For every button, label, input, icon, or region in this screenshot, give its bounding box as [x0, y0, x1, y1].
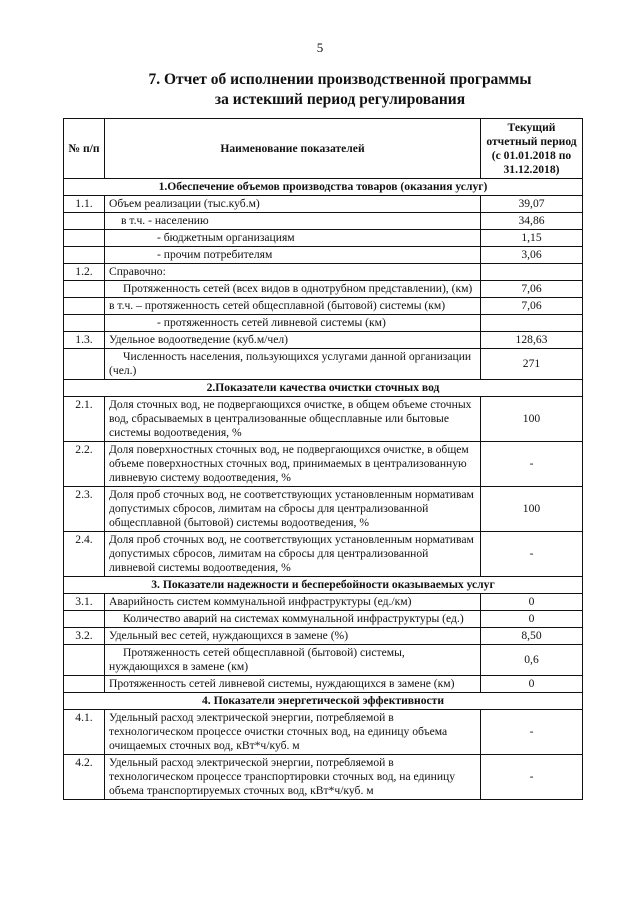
table-row [64, 645, 583, 676]
table-row [64, 230, 583, 247]
table-row [64, 532, 583, 577]
row-value: 39,07 [481, 196, 583, 213]
row-value: 7,06 [481, 298, 583, 315]
row-value: 128,63 [481, 332, 583, 349]
row-value: 1,15 [481, 230, 583, 247]
row-value [481, 315, 583, 332]
header-num: № п/п [64, 119, 105, 179]
row-value: - [481, 710, 583, 755]
row-number: 4.2. [64, 755, 105, 800]
row-indicator-name: Удельный расход электрической энергии, потребляемой в технологическом процессе очистки сточных вод, на единицу объема очищаемых сточных вод, кВт*ч/куб. м [105, 710, 481, 755]
section-header-row [64, 179, 583, 196]
row-number: 2.3. [64, 487, 105, 532]
table-row [64, 710, 583, 755]
section-header-row [64, 693, 583, 710]
table-row [64, 755, 583, 800]
row-value: 7,06 [481, 281, 583, 298]
row-indicator-name: - протяженность сетей ливневой системы (км) [105, 315, 481, 332]
table-row [64, 594, 583, 611]
row-value: 100 [481, 487, 583, 532]
row-number [64, 230, 105, 247]
table-row [64, 247, 583, 264]
row-value [481, 264, 583, 281]
row-value: - [481, 442, 583, 487]
row-number: 2.4. [64, 532, 105, 577]
table-row [64, 213, 583, 230]
table-row [64, 315, 583, 332]
row-number [64, 611, 105, 628]
section-title: 3. Показатели надежности и бесперебойности оказываемых услуг [64, 577, 583, 594]
row-number [64, 645, 105, 676]
row-value: - [481, 755, 583, 800]
table-body [64, 179, 583, 800]
row-indicator-name: в т.ч. – протяженность сетей общесплавной (бытовой) системы (км) [105, 298, 481, 315]
document-title [60, 70, 620, 110]
table-row [64, 281, 583, 298]
row-number: 3.2. [64, 628, 105, 645]
indicators-table [63, 118, 583, 800]
row-number [64, 349, 105, 380]
row-number [64, 281, 105, 298]
table-row [64, 442, 583, 487]
row-indicator-name: Справочно: [105, 264, 481, 281]
row-value: 3,06 [481, 247, 583, 264]
row-indicator-name: Доля сточных вод, не подвергающихся очистке, в общем объеме сточных вод, сбрасываемых в централизованные общесплавные или бытовые системы водоотведения, % [105, 397, 481, 442]
row-number [64, 676, 105, 693]
row-number: 2.1. [64, 397, 105, 442]
row-indicator-name: Количество аварий на системах коммунальной инфраструктуры (ед.) [105, 611, 481, 628]
table-row [64, 332, 583, 349]
table-row [64, 628, 583, 645]
row-number: 4.1. [64, 710, 105, 755]
row-indicator-name: Аварийность систем коммунальной инфраструктуры (ед./км) [105, 594, 481, 611]
row-number [64, 247, 105, 264]
row-value: 271 [481, 349, 583, 380]
row-number: 1.2. [64, 264, 105, 281]
row-indicator-name: Протяженность сетей общесплавной (бытовой) системы, нуждающихся в замене (км) [105, 645, 481, 676]
row-number [64, 298, 105, 315]
table-row [64, 487, 583, 532]
table-row [64, 298, 583, 315]
row-value: 0 [481, 611, 583, 628]
row-indicator-name: Доля проб сточных вод, не соответствующих установленным нормативам допустимых сбросов, лимитам на сбросы для централизованной ливневой системы водоотведения, % [105, 532, 481, 577]
row-indicator-name: в т.ч. - населению [105, 213, 481, 230]
row-indicator-name: Удельный вес сетей, нуждающихся в замене (%) [105, 628, 481, 645]
header-period: Текущий отчетный период (с 01.01.2018 по 31.12.2018) [481, 119, 583, 179]
row-indicator-name: Доля проб сточных вод, не соответствующих установленным нормативам допустимых сбросов, лимитам на сбросы для централизованной общесплавной (бытовой) системы водоотведения, % [105, 487, 481, 532]
row-indicator-name: Доля поверхностных сточных вод, не подвергающихся очистке, в общем объеме поверхностных сточных вод, принимаемых в централизованную ливневую систему водоотведения, % [105, 442, 481, 487]
section-title: 1.Обеспечение объемов производства товаров (оказания услуг) [64, 179, 583, 196]
row-value: 8,50 [481, 628, 583, 645]
header-name: Наименование показателей [105, 119, 481, 179]
title-line-2: за истекший период регулирования [214, 91, 466, 108]
row-number: 1.3. [64, 332, 105, 349]
row-value: 100 [481, 397, 583, 442]
row-number: 1.1. [64, 196, 105, 213]
row-indicator-name: - прочим потребителям [105, 247, 481, 264]
row-value: 0 [481, 594, 583, 611]
table-row [64, 196, 583, 213]
section-title: 4. Показатели энергетической эффективности [64, 693, 583, 710]
title-line-1: 7. Отчет об исполнении производственной программы [148, 71, 532, 88]
row-value: 0,6 [481, 645, 583, 676]
row-value: - [481, 532, 583, 577]
page-number: 5 [316, 40, 324, 55]
row-indicator-name: - бюджетным организациям [105, 230, 481, 247]
row-indicator-name: Удельный расход электрической энергии, потребляемой в технологическом процессе транспортировки сточных вод, на единицу объема транспортируемых сточных вод, кВт*ч/куб. м [105, 755, 481, 800]
row-number [64, 213, 105, 230]
row-indicator-name: Объем реализации (тыс.куб.м) [105, 196, 481, 213]
table-row [64, 611, 583, 628]
row-number: 2.2. [64, 442, 105, 487]
section-header-row [64, 380, 583, 397]
table-row [64, 676, 583, 693]
table-row [64, 264, 583, 281]
row-indicator-name: Протяженность сетей ливневой системы, нуждающихся в замене (км) [105, 676, 481, 693]
row-value: 34,86 [481, 213, 583, 230]
row-value: 0 [481, 676, 583, 693]
row-indicator-name: Удельное водоотведение (куб.м/чел) [105, 332, 481, 349]
table-row [64, 397, 583, 442]
section-header-row [64, 577, 583, 594]
row-indicator-name: Протяженность сетей (всех видов в однотрубном представлении), (км) [105, 281, 481, 298]
row-number [64, 315, 105, 332]
table-row [64, 349, 583, 380]
row-indicator-name: Численность населения, пользующихся услугами данной организации (чел.) [105, 349, 481, 380]
row-number: 3.1. [64, 594, 105, 611]
section-title: 2.Показатели качества очистки сточных вод [64, 380, 583, 397]
